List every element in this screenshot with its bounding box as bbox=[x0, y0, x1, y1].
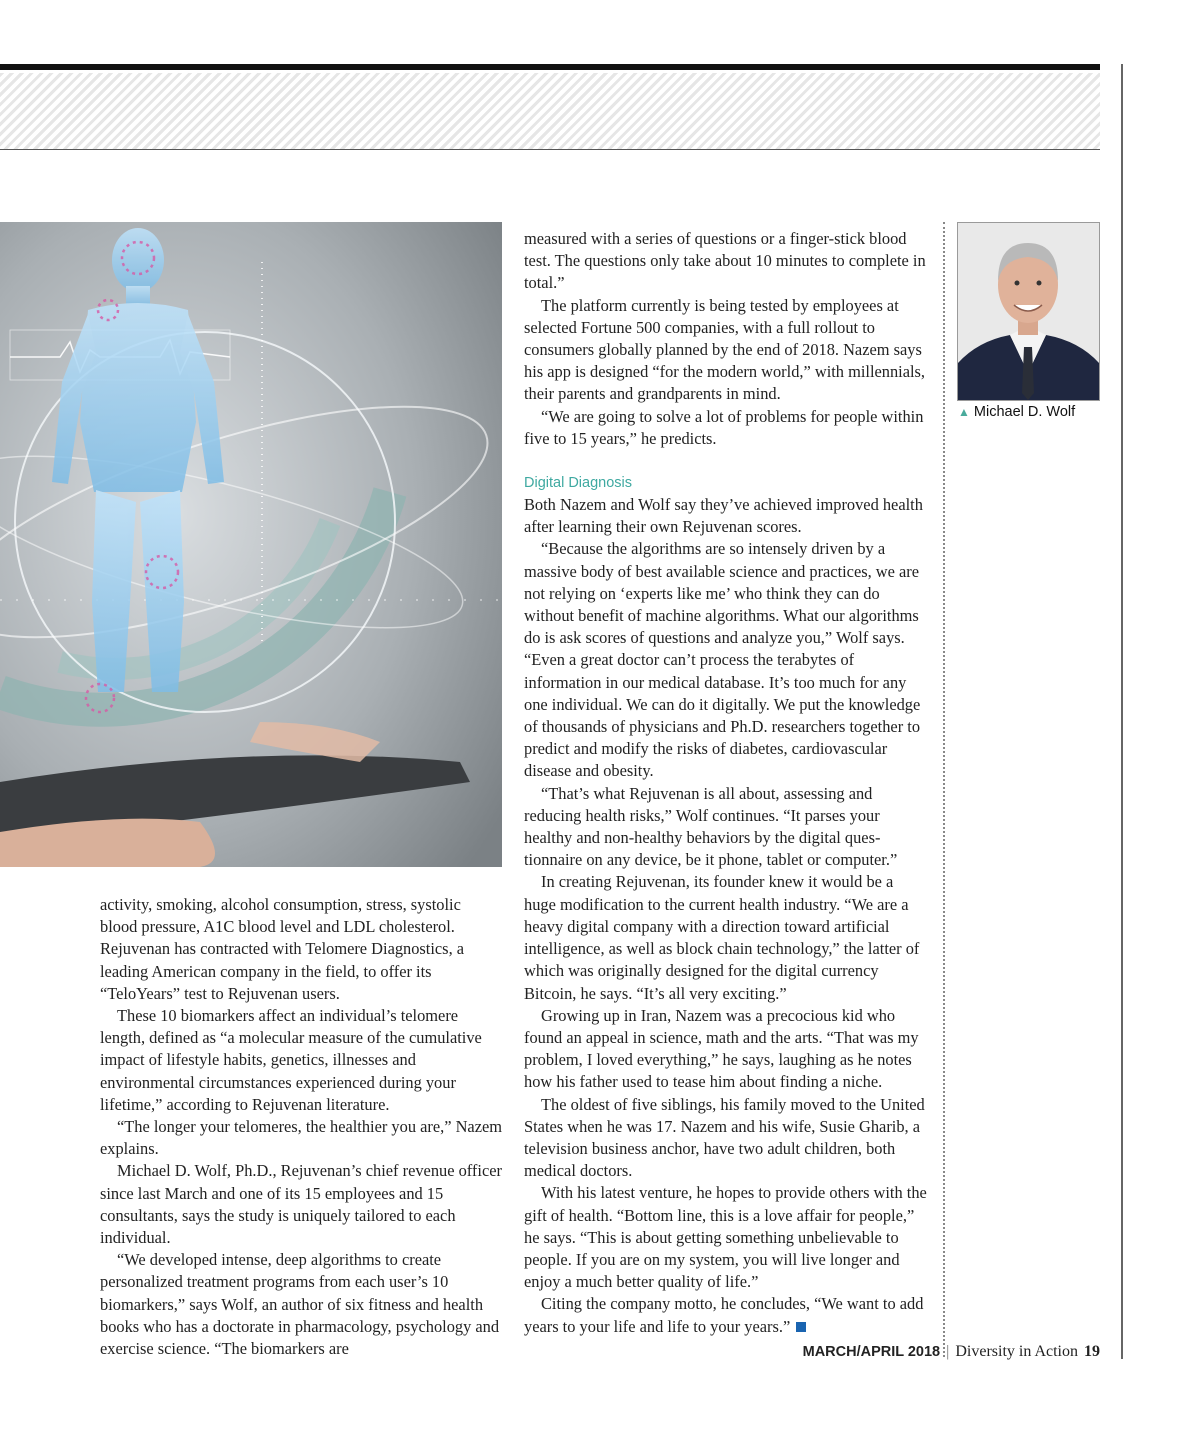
paragraph: “The longer your telomeres, the healthier you are,” Nazem explains. bbox=[100, 1117, 503, 1159]
portrait-caption bbox=[958, 404, 1118, 420]
paragraph: “That’s what Rejuvenan is all about, assessing and reducing health risks,” Wolf continues. “It parses your healthy and non-healthy behaviors by the digital questionnaire on any device, be it phone, tablet or computer.” bbox=[524, 783, 898, 870]
section-subhead: Digital Diagnosis bbox=[524, 475, 632, 492]
end-of-article-mark-icon bbox=[796, 1322, 806, 1332]
header-hatch-band bbox=[0, 73, 1100, 150]
hero-illustration bbox=[0, 222, 502, 867]
paragraph: “Because the algorithms are so intensely driven by a massive body of best available science and practices, we are not relying on ‘experts like me’ who think they can do without benefit of machine algorithms. What our algorithms do is ask scores of questions and analyze you,” Wolf says. “Even a great doctor can’t process the terabytes of information in our medical database. It’s too much for any one individual. We can do it digitally. We put the knowledge of thousands of physicians and Ph.D. researchers together to predict and modify the risks of diabetes, cardiovascular disease and obesity. bbox=[524, 539, 921, 781]
human-body-hologram-icon bbox=[0, 222, 502, 867]
paragraph: The platform currently is being tested by employees at selected Fortune 500 companies, with a full rollout to consumers globally planned by the end of 2018. Nazem says his app is designed “for the modern world,” with millennials, their parents and grandparents in mind. bbox=[524, 295, 926, 404]
top-rule bbox=[0, 64, 1100, 70]
portrait-photo bbox=[957, 222, 1100, 401]
last-paragraph bbox=[524, 1293, 928, 1337]
magazine-title: Diversity in Action bbox=[955, 1343, 1078, 1360]
paragraph: These 10 biomarkers affect an individual’s telomere length, defined as “a molecular measure of the cumulative impact of lifestyle habits, genetics, illnesses and environmental circumstances experienced during your lifetime,” according to Rejuvenan literature. bbox=[100, 1006, 482, 1114]
paragraph: Growing up in Iran, Nazem was a precocious kid who found an appeal in science, math and the arts. “That was my problem, I loved everything,” he says, laughing as he notes how his father used to tease him about finding a niche. bbox=[524, 1005, 919, 1092]
portrait-man-in-suit-icon bbox=[958, 223, 1099, 400]
caption-triangle-icon: ▲ bbox=[958, 405, 970, 419]
footer-separator: | bbox=[946, 1343, 950, 1360]
issue-date: MARCH/APRIL 2018 bbox=[802, 1344, 941, 1360]
page-footer bbox=[700, 1343, 1100, 1361]
page-number: 19 bbox=[1084, 1343, 1100, 1360]
paragraph: Michael D. Wolf, Ph.D., Rejuvenan’s chief revenue officer since last March and one of its 15 employees and 15 consultants, says the study is uniquely tailored to each individual. bbox=[100, 1161, 502, 1248]
paragraph: measured with a series of questions or a finger-stick blood test. The questions only take about 10 minutes to complete in total.” bbox=[524, 229, 926, 293]
paragraph-text: Citing the company motto, he concludes, “We want to add years to your life and life to your years.” bbox=[524, 1294, 924, 1336]
article-column-middle bbox=[524, 228, 928, 1338]
paragraph: activity, smoking, alcohol consumption, stress, systolic blood pressure, A1C blood level and LDL cholesterol. Rejuvenan has contracted with Telomere Diagnostics, a leading American company in the field, to offer its “TeloYears” test to Rejuvenan users. bbox=[100, 895, 465, 1003]
caption-text: Michael D. Wolf bbox=[973, 404, 1076, 420]
paragraph: In creating Rejuvenan, its founder knew it would be a huge modification to the current health industry. “We are a heavy digital company with a direction toward artificial intelligence, as well as block chain technology,” the latter of which was originally designed for the digital currency Bitcoin, he says. “It’s all very exciting.” bbox=[524, 872, 920, 1003]
paragraph: “We developed intense, deep algorithms to create personalized treatment programs from each user’s 10 biomarkers,” says Wolf, an author of six fitness and health books who has a doctorate in pharmacology, psychology and exercise science. “The biomarkers are bbox=[100, 1250, 500, 1359]
paragraph: With his latest venture, he hopes to provide others with the gift of health. “Bottom line, this is a love affair for people,” he says. “This is about getting something unbelievable to people. If you are on my system, you will live longer and enjoy a much better quality of life.” bbox=[524, 1183, 927, 1292]
column-dotted-separator bbox=[943, 222, 945, 1357]
page-edge-rule bbox=[1121, 64, 1123, 1359]
paragraph: Both Nazem and Wolf say they’ve achieved improved health after learning their own Rejuvenan scores. bbox=[524, 495, 923, 537]
paragraph: “We are going to solve a lot of problems for people within five to 15 years,” he predicts. bbox=[524, 406, 924, 448]
article-column-left bbox=[100, 894, 502, 1360]
paragraph: The oldest of five siblings, his family moved to the United States when he was 17. Nazem and his wife, Susie Gharib, a television business anchor, have two adult children, both medical doctors. bbox=[524, 1094, 925, 1181]
